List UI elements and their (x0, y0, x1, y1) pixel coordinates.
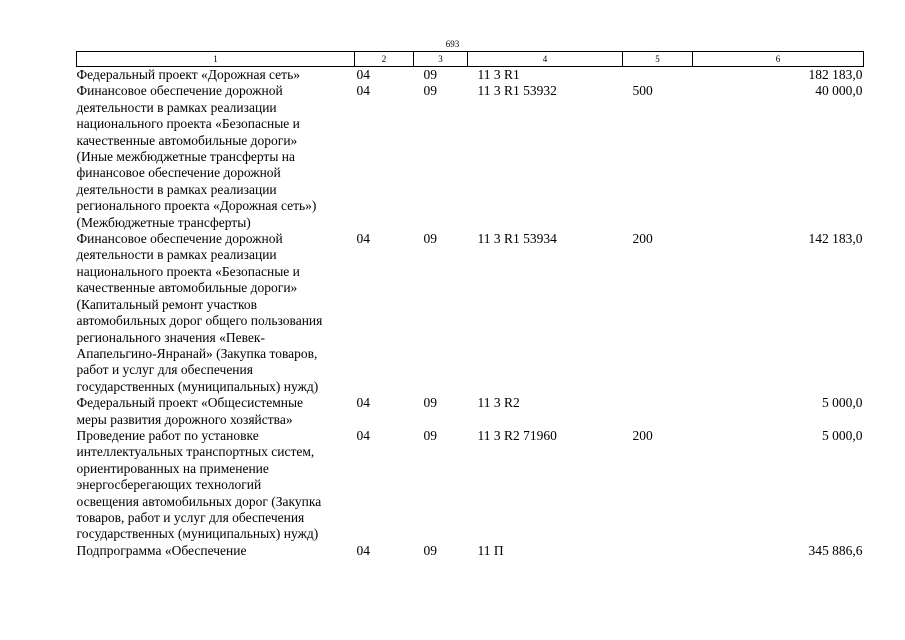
table-body (77, 67, 864, 560)
table-row (77, 231, 864, 395)
row-expense-type-code (623, 543, 693, 559)
row-subsection-code: 09 (423, 427, 437, 443)
row-subsection-code: 09 (423, 395, 437, 411)
header-row (77, 52, 864, 67)
row-section-code: 04 (356, 395, 370, 411)
row-section-code: 04 (356, 67, 370, 82)
row-amount: 142 183,0 (808, 231, 863, 247)
header-col-3: 3 (414, 52, 468, 67)
row-subsection-code: 09 (423, 67, 437, 82)
row-target-article-code: 11 П (477, 542, 504, 558)
row-amount: 5 000,0 (822, 427, 863, 443)
row-amount: 5 000,0 (822, 395, 863, 411)
row-name: Федеральный проект «Дорожная сеть» (76, 67, 300, 82)
row-expense-type-code (623, 395, 693, 428)
budget-table (76, 51, 864, 559)
row-expense-type-code: 500 (632, 83, 653, 99)
row-section-code: 04 (356, 427, 370, 443)
row-amount: 182 183,0 (808, 67, 863, 82)
row-amount: 345 886,6 (808, 542, 863, 558)
row-amount: 40 000,0 (815, 83, 863, 99)
table-header (77, 52, 864, 67)
table-row (77, 83, 864, 231)
table-row (77, 395, 864, 428)
header-col-1: 1 (77, 52, 355, 67)
header-col-4: 4 (468, 52, 623, 67)
table-row (77, 428, 864, 543)
row-target-article-code: 11 3 R1 53932 (477, 83, 557, 99)
table-row (77, 67, 864, 84)
row-expense-type-code: 200 (632, 231, 653, 247)
header-col-2: 2 (355, 52, 414, 67)
row-section-code: 04 (356, 542, 370, 558)
row-subsection-code: 09 (423, 542, 437, 558)
table-row (77, 543, 864, 559)
row-section-code: 04 (356, 231, 370, 247)
row-subsection-code: 09 (423, 231, 437, 247)
row-name: Финансовое обеспечение дорожной деятельности в рамках реализации национального проекта «Безопасные и качественные автомобильные дороги» (Иные межбюджетные трансферты на финансовое обеспечение дорожной деятельности в рамках реализации регионального проекта «Дорожная сеть») (Межбюджетные трансферты) (76, 83, 317, 230)
header-col-5: 5 (623, 52, 693, 67)
row-expense-type-code: 200 (632, 427, 653, 443)
header-col-6: 6 (693, 52, 864, 67)
row-target-article-code: 11 3 R1 (477, 67, 520, 82)
row-name: Федеральный проект «Общесистемные меры развития дорожного хозяйства» (76, 395, 304, 427)
row-section-code: 04 (356, 83, 370, 99)
page-number: 693 (445, 39, 460, 49)
row-name: Проведение работ по установке интеллектуальных транспортных систем, ориентированных на применение энергосберегающих технологий освещения автомобильных дорог (Закупка товаров, работ и услуг для обеспечения государственных (муниципальных) нужд) (76, 427, 322, 542)
row-name: Финансовое обеспечение дорожной деятельности в рамках реализации национального проекта «Безопасные и качественные автомобильные дороги» (Капитальный ремонт участков автомобильных дорог общего пользования регионального значения «Певек- Апапельгино-Янранай» (Закупка товаров, работ и услуг для обеспечения государственных (муниципальных) нужд) (76, 231, 323, 394)
row-target-article-code: 11 3 R2 (477, 395, 520, 411)
row-name: Подпрограмма «Обеспечение (76, 542, 247, 558)
row-expense-type-code (623, 67, 693, 84)
row-target-article-code: 11 3 R2 71960 (477, 427, 557, 443)
row-subsection-code: 09 (423, 83, 437, 99)
row-target-article-code: 11 3 R1 53934 (477, 231, 557, 247)
